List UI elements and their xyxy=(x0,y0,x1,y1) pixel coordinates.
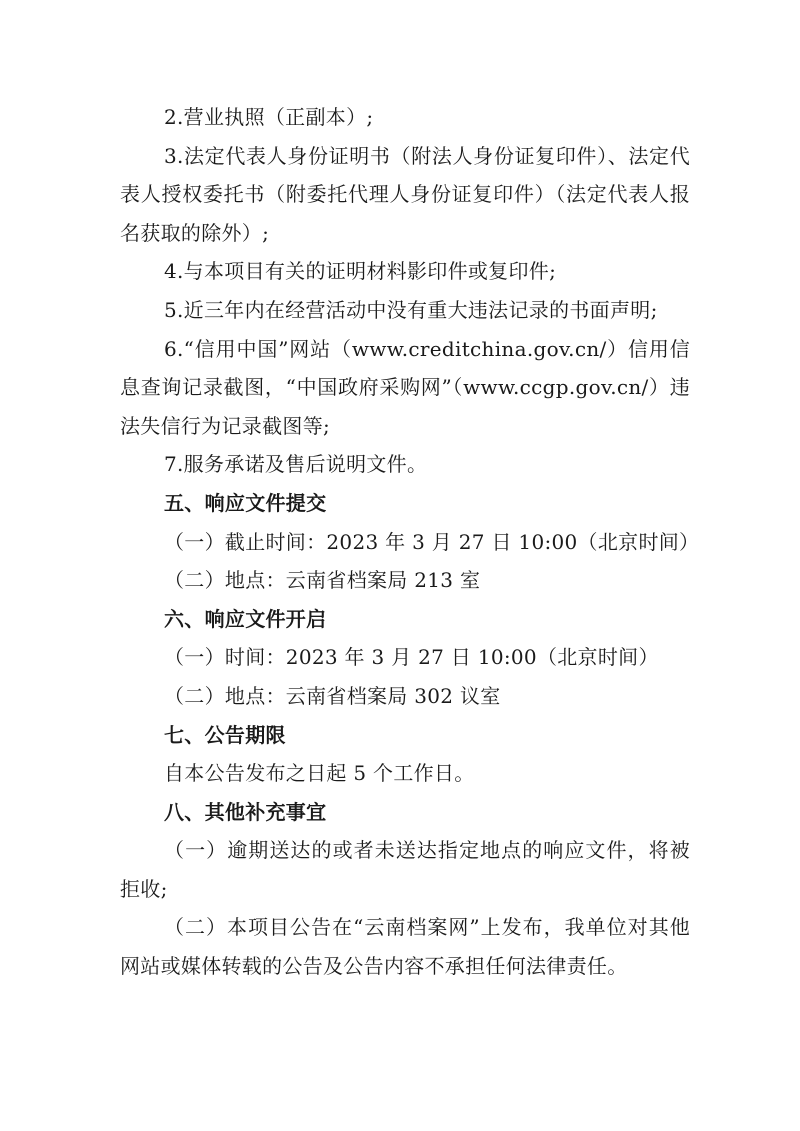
paragraph-notice-period: 自本公告发布之日起 5 个工作日。 xyxy=(164,761,475,786)
paragraph-late-submission: （一）逾期送达的或者未送达指定地点的响应文件，将被拒收; xyxy=(120,838,690,901)
paragraph-service-commitment: 7.服务承诺及售后说明文件。 xyxy=(164,452,428,477)
paragraph-submission-location: （二）地点：云南省档案局 213 室 xyxy=(164,568,481,593)
paragraph-credit-screenshots: 6.“信用中国”网站（www.creditchina.gov.cn/）信用信息查询记录截图，“中国政府采购网”（www.ccgp.gov.cn/）违法失信行为记录截图等; xyxy=(120,336,690,438)
paragraph-opening-time: （一）时间：2023 年 3 月 27 日 10:00（北京时间） xyxy=(164,645,659,670)
paragraph-project-materials: 4.与本项目有关的证明材料影印件或复印件; xyxy=(164,259,557,284)
heading-section-5: 五、响应文件提交 xyxy=(164,490,327,515)
heading-section-6: 六、响应文件开启 xyxy=(164,606,327,631)
heading-section-7: 七、公告期限 xyxy=(164,722,286,747)
paragraph-publication-disclaimer: （二）本项目公告在“云南档案网”上发布，我单位对其他网站或媒体转载的公告及公告内容不承担任何法律责任。 xyxy=(120,915,690,979)
paragraph-no-violation-statement: 5.近三年内在经营活动中没有重大违法记录的书面声明; xyxy=(164,297,658,322)
paragraph-legal-representative: 3.法定代表人身份证明书（附法人身份证复印件）、法定代表人授权委托书（附委托代理人身份证复印件）（法定代表人报名获取的除外）; xyxy=(120,143,690,245)
paragraph-business-license: 2.营业执照（正副本）; xyxy=(164,105,374,129)
heading-section-8: 八、其他补充事宜 xyxy=(164,799,327,824)
paragraph-submission-deadline: （一）截止时间：2023 年 3 月 27 日 10:00（北京时间） xyxy=(164,529,700,554)
paragraph-opening-location: （二）地点：云南省档案局 302 议室 xyxy=(164,683,501,708)
document-body xyxy=(120,98,700,986)
